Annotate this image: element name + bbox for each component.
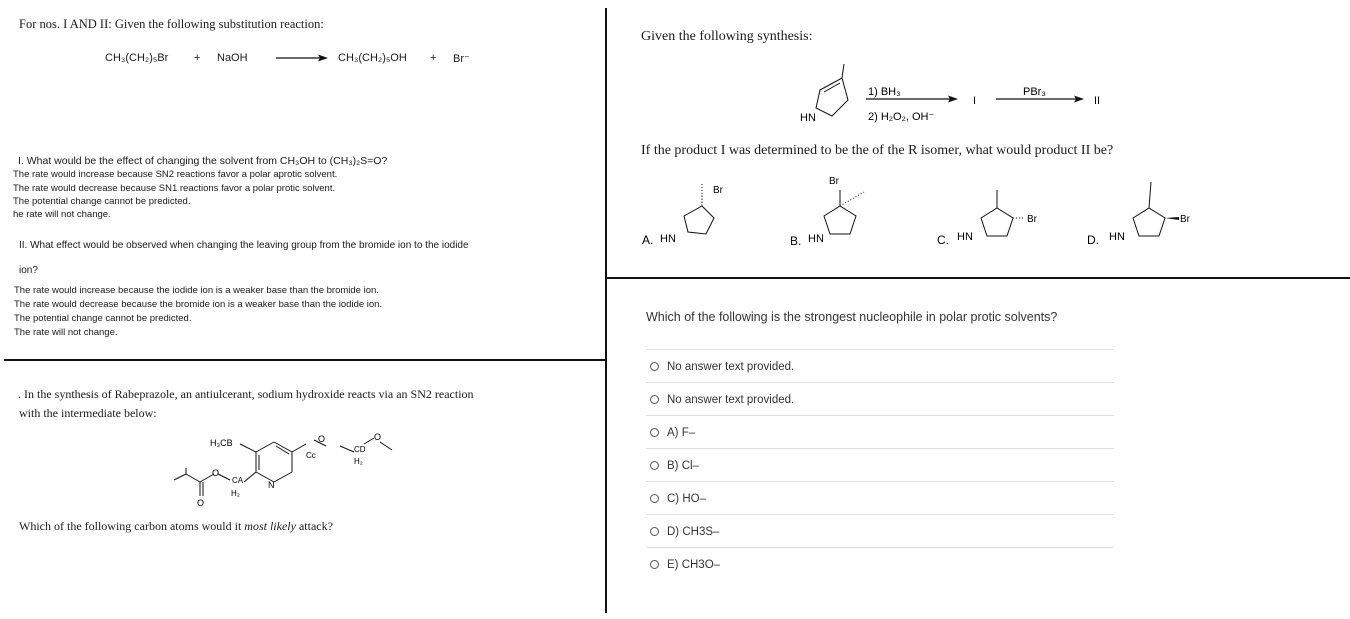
reaction-product1: CH₃(CH₂)₅OH xyxy=(338,52,407,64)
q1-question: I. What would be the effect of changing the solvent from CH₃OH to (CH₃)₂S=O? xyxy=(18,155,388,167)
rabeprazole-question xyxy=(19,519,333,534)
q2-question-line2: ion? xyxy=(19,265,38,276)
rabeprazole-line1: . In the synthesis of Rabeprazole, an antiulcerant, sodium hydroxide reacts via an SN2 reaction xyxy=(18,387,474,401)
reagents-line2: 2) H₂O₂, OH⁻ xyxy=(868,111,935,123)
label-ca: CA xyxy=(232,476,244,485)
choice-d-hn: HN xyxy=(1109,231,1125,243)
option-label: No answer text provided. xyxy=(667,360,795,373)
option-label: B) Cl– xyxy=(667,459,699,472)
choice-b-br: Br xyxy=(829,176,839,187)
label-h2-top: H₂ xyxy=(354,457,363,466)
reaction-reactant1: CH₃(CH₂)₅Br xyxy=(105,52,169,64)
rabeprazole-line2: with the intermediate below: xyxy=(19,406,157,420)
choice-a-letter: A. xyxy=(642,233,654,247)
radio-button[interactable] xyxy=(650,461,659,470)
q1-option[interactable]: The rate would decrease because SN1 reactions favor a polar protic solvent. xyxy=(13,183,336,194)
q1-option[interactable]: he rate will not change. xyxy=(13,209,111,220)
choice-c-hn: HN xyxy=(957,231,973,243)
nucleophile-option-3[interactable] xyxy=(646,448,1114,482)
nucleophile-option-4[interactable] xyxy=(646,481,1114,515)
nucleophile-option-5[interactable] xyxy=(646,514,1114,548)
rabeprazole-intermediate-structure xyxy=(168,424,408,514)
q2-option[interactable]: The rate will not change. xyxy=(14,327,118,338)
start-hn: HN xyxy=(800,112,816,124)
q12-header: For nos. I AND II: Given the following substitution reaction: xyxy=(19,17,324,31)
radio-button[interactable] xyxy=(650,527,659,536)
label-o2: O xyxy=(374,432,382,442)
choice-c[interactable] xyxy=(935,184,1055,248)
product-label: II xyxy=(1094,95,1101,107)
q2-question-line1: II. What effect would be observed when changing the leaving group from the bromide ion to the iodide xyxy=(19,240,469,251)
center-divider xyxy=(605,8,607,613)
label-cd: CD xyxy=(354,445,366,454)
radio-button[interactable] xyxy=(650,362,659,371)
choice-d-br: Br xyxy=(1180,214,1190,225)
nucleophile-question: Which of the following is the strongest nucleophile in polar protic solvents? xyxy=(646,310,1058,324)
reaction-product2: Br⁻ xyxy=(453,53,470,65)
q1-option[interactable]: The potential change cannot be predicted. xyxy=(13,196,191,207)
choice-b[interactable] xyxy=(788,170,898,248)
label-o4: O xyxy=(197,498,205,508)
option-label: A) F– xyxy=(667,426,696,439)
label-h2-bottom: H₂ xyxy=(231,489,240,498)
nucleophile-option-2[interactable] xyxy=(646,415,1114,449)
choice-d-letter: D. xyxy=(1087,233,1099,247)
label-n: N xyxy=(268,480,275,490)
nucleophile-option-6[interactable] xyxy=(646,547,1114,581)
reagents-line1: 1) BH₃ xyxy=(868,86,901,98)
q2-option[interactable]: The rate would increase because the iodide ion is a weaker base than the bromide ion. xyxy=(14,285,379,296)
reaction-plus1: + xyxy=(194,52,201,64)
choice-d[interactable] xyxy=(1085,178,1200,248)
reaction-reactant2: NaOH xyxy=(217,52,248,64)
radio-button[interactable] xyxy=(650,428,659,437)
label-h3cb: H₃CB xyxy=(210,438,233,448)
rabeprazole-question-suffix: attack? xyxy=(295,519,333,533)
right-divider xyxy=(606,277,1350,279)
radio-button[interactable] xyxy=(650,395,659,404)
choice-a-br: Br xyxy=(713,185,723,196)
synthesis-scheme xyxy=(798,60,1118,130)
rabeprazole-question-emph: most likely xyxy=(244,519,296,533)
choice-c-br: Br xyxy=(1027,214,1037,225)
radio-button[interactable] xyxy=(650,560,659,569)
rabeprazole-question-prefix: Which of the following carbon atoms would it xyxy=(19,519,245,533)
label-cc: Cc xyxy=(306,451,316,460)
synthesis-question: If the product I was determined to be the of the R isomer, what would product II be? xyxy=(641,143,1114,158)
q2-option[interactable]: The potential change cannot be predicted. xyxy=(14,313,192,324)
choice-b-hn: HN xyxy=(808,233,824,245)
radio-button[interactable] xyxy=(650,494,659,503)
nucleophile-option-1[interactable] xyxy=(646,382,1114,416)
reaction-plus2: + xyxy=(430,52,437,64)
option-label: No answer text provided. xyxy=(667,393,795,406)
reaction-arrow xyxy=(276,53,328,63)
label-o3: O xyxy=(212,468,220,478)
label-o1: O xyxy=(318,434,326,444)
nucleophile-option-0[interactable] xyxy=(646,349,1114,383)
intermediate-label: I xyxy=(973,95,977,107)
choice-c-letter: C. xyxy=(937,233,949,247)
option-label: E) CH3O– xyxy=(667,558,721,571)
left-divider xyxy=(4,359,606,361)
q2-option[interactable]: The rate would decrease because the bromide ion is a weaker base than the iodide ion. xyxy=(14,299,383,310)
option-label: D) CH3S– xyxy=(667,525,720,538)
synthesis-header: Given the following synthesis: xyxy=(641,29,813,44)
choice-a[interactable] xyxy=(640,176,750,248)
reagent2-label: PBr₃ xyxy=(1023,86,1046,98)
option-label: C) HO– xyxy=(667,492,706,505)
q1-option[interactable]: The rate would increase because SN2 reactions favor a polar aprotic solvent. xyxy=(13,169,338,180)
choice-b-letter: B. xyxy=(790,234,802,248)
choice-a-hn: HN xyxy=(660,233,676,245)
